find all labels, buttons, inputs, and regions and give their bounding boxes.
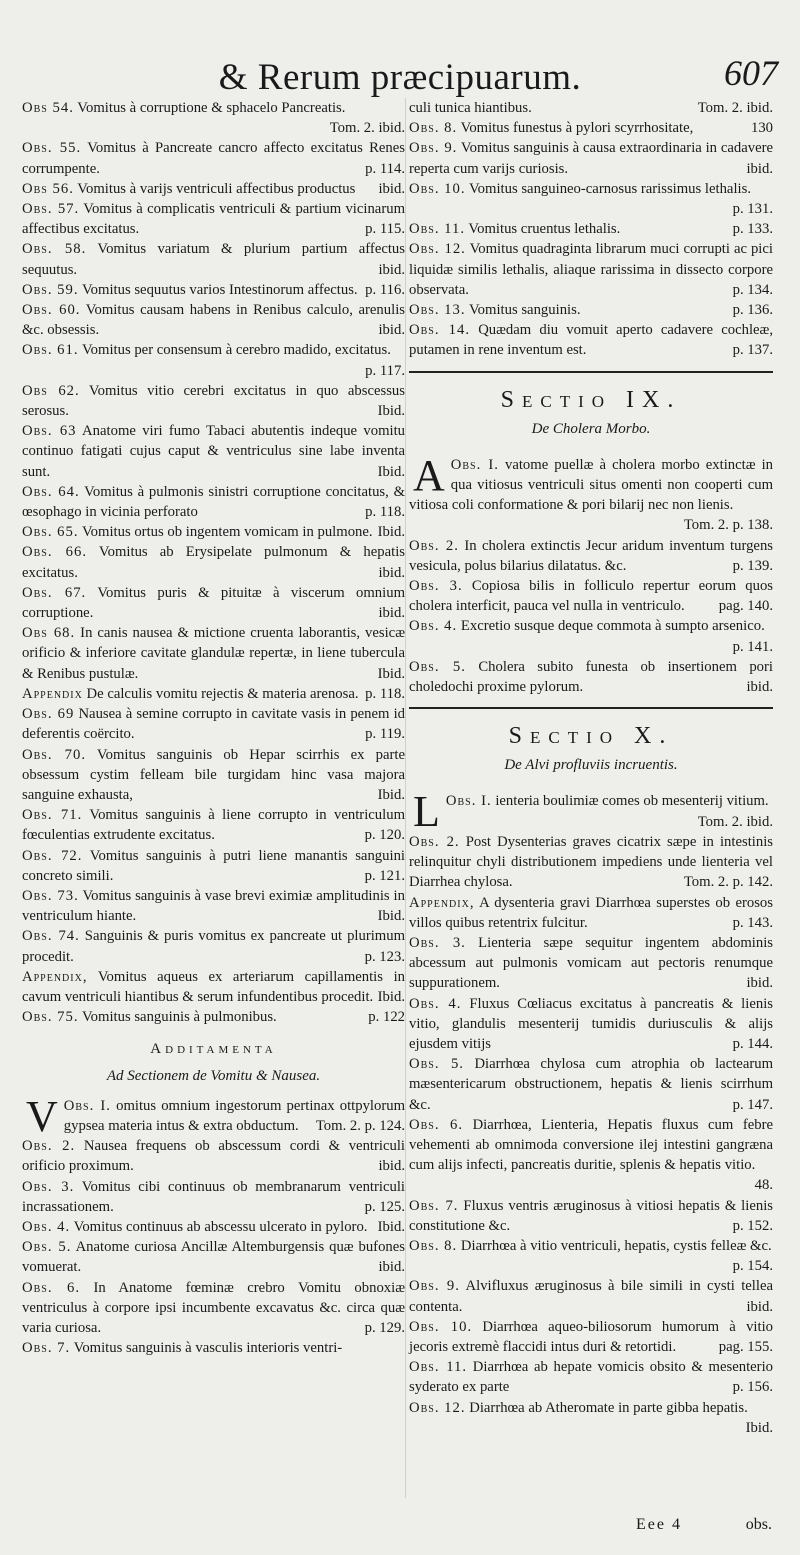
entry-label: Obs. 12.	[409, 241, 466, 258]
index-entry	[409, 994, 773, 1055]
drop-cap: L	[413, 787, 440, 837]
entry-reference: Tom. 2. p. 138.	[683, 517, 773, 534]
entry-text: Vomitus sanguinis à pulmonibus.	[81, 1009, 277, 1026]
entry-text: Vomitus cibi continuus ob membranarum ventriculi incrassationem.	[22, 1178, 405, 1215]
entry-reference: Ibid.	[377, 1218, 405, 1235]
entry-text: Vomitus sanguinis à causa extraordinaria in cadavere reperta cum varijs curiosis.	[409, 140, 773, 177]
entry-label: Obs. 66.	[22, 544, 88, 561]
index-entry	[409, 1236, 773, 1276]
entry-text: Vomitus variatum & plurium partium affectus sequutus.	[22, 241, 405, 278]
index-entry	[409, 219, 773, 239]
entry-text: Vomitus quadraginta librarum muci corrupti ac pici liquidæ similis lethalis, aliaque rarissima in dissecto corpore observata.	[409, 241, 773, 298]
entry-label: Obs. 67.	[22, 584, 87, 601]
index-entry	[409, 536, 773, 576]
index-entry	[22, 1177, 405, 1217]
entry-text: ienteria boulimiæ comes ob mesenterij vitium.	[495, 793, 769, 810]
entry-reference: p. 156.	[732, 1379, 773, 1396]
entry-reference: Ibid.	[745, 1419, 773, 1436]
entry-text: Vomitus sanguineo-carnosus rarissimus lethalis.	[468, 180, 751, 197]
entry-label: Obs. 7.	[22, 1340, 71, 1357]
entry-text: Quædam diu vomuit aperto cadavere cochleæ, putamen in rene inventum est.	[409, 322, 774, 359]
entry-label: Obs. 75.	[22, 1009, 79, 1026]
catchword: obs.	[745, 1516, 772, 1533]
entry-reference: ibid.	[378, 261, 405, 278]
entry-reference: p. 125.	[364, 1198, 405, 1215]
entry-label: Obs. 12.	[409, 1399, 466, 1416]
entry-label: Obs. 7.	[409, 1197, 459, 1214]
entry-text: Anatome curiosa Ancillæ Altemburgensis quæ bufones vomuerat.	[22, 1239, 405, 1276]
entry-reference: p. 133.	[732, 221, 773, 238]
entry-label: Obs. 3.	[409, 578, 463, 595]
entry-label: Obs. 64.	[22, 483, 80, 500]
entry-label: Obs. 74.	[22, 928, 80, 945]
section-ix-subheading: De Cholera Morbo.	[531, 420, 651, 437]
entry-text: Vomitus sanguinis ob Hepar scirrhis ex parte obsessum cystim felleam bile turgidam hinc vasa majora sanguine exhausta,	[22, 746, 405, 803]
entry-reference: Ibid.	[377, 463, 405, 480]
entry-text: A dysenteria gravi Diarrhœa superstes ob erosos villos quibus retentrix fulcitur.	[409, 894, 773, 931]
entry-label: Obs. 14.	[409, 322, 471, 339]
entry-text: Vomitus aqueus ex arteriarum capillamentis in cavum ventriculi hiantibus & serum infundentibus procedit.	[22, 968, 405, 1005]
entry-text: Vomitus à complicatis ventriculi & partium vicinarum affectibus excitatus.	[22, 201, 405, 238]
entry-label: Obs 56.	[22, 180, 74, 197]
entry-label: Obs. 4.	[409, 995, 462, 1012]
entry-text: omitus omnium ingestorum pertinax ottpylorum gypsea materia intus & extra obductum.	[63, 1097, 406, 1134]
entry-label: Appendix	[22, 685, 83, 702]
entry-reference: Ibid.	[377, 908, 405, 925]
entry-reference: p. 136.	[732, 302, 773, 319]
index-entry	[409, 300, 773, 320]
entry-reference: p. 122	[368, 1009, 405, 1026]
index-entry	[22, 704, 405, 744]
entry-text: In cholera extinctis Jecur aridum inventum turgens vesicula, polus bilarius dilatatus. &c.	[409, 537, 774, 574]
index-entry	[22, 98, 405, 138]
entry-label: Obs. 58.	[22, 241, 87, 258]
entry-label: Obs. 13.	[409, 302, 466, 319]
additamenta-heading: Additamenta	[150, 1041, 277, 1058]
entry-reference: pag. 155.	[718, 1338, 773, 1355]
index-entry	[22, 805, 405, 845]
entry-text: Vomitus per consensum à cerebro madido, excitatus.	[81, 342, 391, 359]
entry-label: Obs. I.	[450, 456, 499, 473]
index-entry	[22, 280, 405, 300]
entry-text: Vomitus sanguinis à vase brevi eximiæ amplitudinis in ventriculum hiante.	[22, 887, 405, 925]
entry-label: Obs. 2.	[409, 537, 459, 554]
entry-label: Obs. 9.	[409, 140, 458, 157]
entry-label: Obs 54.	[22, 100, 74, 116]
entry-reference: p. 129.	[364, 1319, 405, 1336]
entry-text: Nausea à semine corrupto in cavitate vasis in penem id deferentis coërcito.	[22, 706, 406, 743]
entry-text: Vomitus causam habens in Renibus calculo, arenulis &c. obsessis.	[22, 302, 405, 339]
section-x-entry-list	[409, 787, 774, 1438]
entry-label: Obs. 70.	[22, 746, 87, 763]
entry-text: Sanguinis & puris vomitus ex pancreate ut plurimum procedit.	[22, 928, 405, 965]
entry-label: Obs. 4.	[22, 1218, 71, 1235]
entry-reference: p. 144.	[732, 1035, 773, 1052]
entry-text: Vomitus à pulmonis sinistri corruptione concitatus, & œsophago in vicinia perforato	[22, 483, 405, 521]
entry-label: Obs. 10.	[409, 180, 466, 197]
index-entry	[409, 1276, 773, 1316]
signature-mark: Eee 4	[636, 1516, 682, 1533]
entry-label: Obs. 9.	[409, 1278, 460, 1295]
entry-text: vatome puellæ à cholera morbo extinctæ in qua vitiosus ventriculi situs omenti non cooperti cum vitiosa coli conformatione & pori bilarij nec non lienis.	[409, 456, 774, 514]
entry-text: Fluxus Cœliacus excitatus à pancreatis & lienis vitio, glandulis mesenterij tumidis duriusculis & alijs ejusdem vitijs	[409, 995, 774, 1052]
index-entry	[409, 239, 773, 300]
entry-label: Obs. 8.	[409, 1237, 458, 1254]
index-entry	[409, 1196, 773, 1236]
index-entry	[409, 138, 773, 178]
entry-text: Copiosa bilis in folliculo repertur eorum quos cholera interficit, pauca vel nulla in ventriculo.	[409, 578, 774, 615]
index-entry	[22, 300, 405, 340]
entry-label: Obs. 57.	[22, 201, 80, 218]
additamenta-subheading: Ad Sectionem de Vomitu & Nausea.	[106, 1067, 321, 1084]
entry-reference: ibid.	[378, 1259, 405, 1276]
index-entry	[22, 239, 405, 279]
index-entry	[22, 967, 405, 1007]
page-number: 607	[724, 53, 778, 93]
entry-reference: Ibid.	[377, 524, 405, 541]
vomitus-continued-list	[409, 98, 773, 361]
index-entry	[409, 1317, 773, 1357]
entry-text: Vomitus ab Erysipelate pulmonum & hepatis excitatus.	[22, 544, 405, 581]
entry-label: Obs. 2.	[22, 1138, 76, 1155]
entry-label: Obs. 72.	[22, 847, 83, 864]
page-footer	[0, 1516, 800, 1546]
entry-label: Obs. 10.	[409, 1318, 473, 1335]
entry-label: Obs. 65.	[22, 524, 79, 541]
entry-text: Vomitus sanguinis.	[468, 302, 581, 319]
entry-reference: 48.	[754, 1177, 773, 1194]
entry-reference: ibid.	[378, 1158, 405, 1175]
entry-label: Obs. 2.	[409, 833, 460, 850]
entry-label: Obs. 69	[22, 706, 75, 723]
entry-text: Vomitus sanguinis à putri liene manantis sanguini concreto simili.	[22, 847, 405, 884]
index-entry	[409, 832, 773, 893]
entry-text: Vomitus à Pancreate cancro affecto excitatus Renes corrumpente.	[22, 140, 405, 177]
index-entry	[22, 1217, 405, 1237]
entry-label: Obs. 5.	[409, 658, 466, 675]
entry-text: Diarrhœa ab Atheromate in parte gibba hepatis.	[469, 1399, 748, 1416]
entry-label: Obs. 3.	[409, 934, 466, 951]
index-entry	[22, 179, 405, 199]
entry-text: Diarrhœa chylosa cum atrophia ob lactearum mæsentericarum obstructionem, hepatis & lienis scirrhum &c.	[409, 1056, 773, 1113]
entry-label: Obs. 8.	[409, 120, 458, 137]
index-entry	[409, 179, 773, 219]
index-entry	[22, 846, 405, 886]
page-header	[0, 50, 800, 100]
entry-text: Vomitus vitio cerebri excitatus in quo abscessus serosus.	[22, 382, 405, 420]
column-divider	[405, 98, 406, 1498]
index-entry	[22, 199, 405, 239]
entry-label: Obs. 73.	[22, 887, 79, 904]
index-entry	[409, 320, 773, 360]
entry-reference: ibid.	[378, 605, 405, 622]
entry-reference: Tom. 2. p. 124.	[315, 1117, 405, 1134]
entry-text: Nausea frequens ob abscessum cordi & ventriculi orificio proximum.	[22, 1138, 406, 1175]
entry-text: Lienteria sæpe sequitur ingentem abdominis abcessum aut pulmonis vomicam aut pectoris renumque suppurationem.	[409, 934, 773, 992]
index-entry	[22, 421, 405, 482]
section-rule	[409, 707, 773, 709]
entry-text: Vomitus puris & pituitæ à viscerum omnium corruptione.	[22, 584, 405, 622]
section-x-heading: Sectio X.	[508, 723, 674, 750]
entry-label: Obs. 71.	[22, 807, 83, 824]
drop-cap: V	[26, 1091, 58, 1141]
section-rule	[409, 371, 773, 373]
entry-reference: ibid.	[746, 679, 773, 696]
entry-label: Obs. 11.	[409, 1359, 468, 1376]
entry-reference: p. 147.	[732, 1096, 773, 1113]
entry-text: Diarrhœa à vitio ventriculi, hepatis, cystis felleæ &c.	[460, 1237, 772, 1254]
entry-label: Obs. 4.	[409, 618, 458, 635]
entry-reference: p. 118.	[365, 504, 405, 521]
entry-text: Vomitus sequutus varios Intestinorum affectus.	[81, 281, 358, 298]
entry-text: Fluxus ventris æruginosus à vitiosi hepatis & lienis constitutione &c.	[409, 1197, 774, 1234]
entry-reference: Tom. 2. ibid.	[329, 120, 405, 137]
index-entry	[409, 616, 773, 656]
entry-text: Vomitus sanguinis à vasculis interioris ventri-	[73, 1340, 343, 1357]
index-entry	[22, 1237, 405, 1277]
entry-reference: Tom. 2. p. 142.	[683, 874, 773, 891]
entry-reference: p. 114.	[365, 160, 405, 177]
index-entry	[22, 1338, 405, 1358]
index-entry	[22, 583, 405, 623]
index-entry	[409, 1398, 773, 1438]
entry-label: Obs. I.	[445, 793, 492, 810]
index-entry	[409, 657, 773, 697]
entry-text: Excretio susque deque commota à sumpto arsenico.	[460, 618, 765, 635]
entry-label: Obs. I.	[63, 1097, 111, 1114]
entry-reference: p. 143.	[732, 914, 773, 931]
index-entry	[22, 138, 405, 178]
entry-reference: p. 141.	[732, 638, 773, 655]
entry-reference: p. 123.	[364, 948, 405, 965]
index-entry	[22, 1278, 405, 1339]
entry-text: Vomitus à corruptione & sphacelo Pancreatis.	[77, 100, 346, 116]
entry-label: Appendix,	[409, 894, 475, 911]
entry-reference: p. 137.	[732, 342, 773, 359]
entry-reference: ibid.	[378, 564, 405, 581]
entry-text: Vomitus ortus ob ingentem vomicam in pulmone.	[81, 524, 373, 541]
index-entry	[409, 1054, 773, 1115]
entry-text: Diarrhœa ab hepate vomicis obsito & mesenterio syderato ex parte	[409, 1359, 773, 1396]
additamenta-entry-list	[22, 1091, 406, 1359]
entry-text: Alvifluxus æruginosus à bile simili in cysti tellea contenta.	[409, 1278, 773, 1315]
index-entry	[22, 522, 405, 542]
entry-text: Vomitus funestus à pylori scyrrhositate,	[460, 120, 694, 137]
entry-reference: ibid.	[746, 1298, 773, 1315]
entry-text: Vomitus sanguinis à liene corrupto in ventriculum fœculentias extrudente excitatus.	[22, 807, 405, 844]
entry-label: Obs 68.	[22, 625, 76, 642]
entry-text: culi tunica hiantibus.	[409, 100, 532, 116]
section-ix-heading: Sectio IX.	[500, 386, 682, 413]
index-entry	[22, 542, 405, 582]
entry-reference: Ibid.	[377, 403, 405, 420]
index-entry	[22, 340, 405, 380]
index-entry	[22, 482, 405, 522]
drop-cap: A	[413, 450, 445, 500]
index-entry	[409, 1357, 773, 1397]
entry-text: In canis nausea & mictione cruenta laborantis, vesicæ orificio & inferiore cavitate glandulæ repertæ, in liene tubercula & Renibus pustulæ.	[22, 625, 405, 682]
entry-reference: Tom. 2. ibid.	[697, 813, 773, 830]
section-ix-entry-list	[409, 450, 774, 697]
entry-label: Obs. 55.	[22, 140, 82, 157]
entry-label: Obs 62.	[22, 382, 80, 399]
entry-text: Vomitus cruentus lethalis.	[468, 221, 621, 238]
entry-label: Obs. 5.	[409, 1056, 464, 1073]
entry-label: Obs. 6.	[22, 1279, 80, 1296]
left-column	[22, 98, 405, 1358]
entry-label: Obs. 63	[22, 423, 77, 440]
entry-reference: p. 139.	[732, 557, 773, 574]
entry-text: Diarrhœa aqueo-biliosorum humorum à vitio jecoris extremè flaccidi intus duri & retortidi.	[409, 1318, 773, 1355]
entry-reference: ibid.	[746, 975, 773, 992]
index-entry	[409, 98, 773, 118]
entry-label: Appendix,	[22, 968, 88, 985]
entry-reference: ibid.	[378, 180, 405, 197]
entry-text: Vomitus continuus ab abscessu ulcerato in pyloro.	[73, 1218, 368, 1235]
entry-reference: p. 118.	[365, 685, 405, 702]
entry-label: Obs. 5.	[22, 1239, 72, 1256]
index-entry	[22, 684, 405, 704]
entry-text: Anatome viri fumo Tabaci abutentis indeque vomitu continuo fatigati cujus caput & ventriculus sine labe inventa sunt.	[22, 423, 405, 480]
entry-reference: Ibid.	[377, 786, 405, 803]
entry-label: Obs. 6.	[409, 1116, 464, 1133]
entry-reference: p. 116.	[365, 281, 405, 298]
entry-reference: p. 152.	[732, 1217, 773, 1234]
running-title: & Rerum præcipuarum.	[218, 57, 582, 98]
index-entry	[409, 576, 773, 616]
entry-text: In Anatome fœminæ crebro Vomitu obnoxiæ ventriculus à corpore ipsi incumbente excavatus &c. circa quæ varia curiosa.	[22, 1279, 406, 1336]
entry-text: De calculis vomitu rejectis & materia arenosa.	[86, 685, 359, 702]
index-entry	[22, 1007, 405, 1027]
index-entry	[409, 118, 773, 138]
entry-reference: Ibid.	[377, 988, 405, 1005]
index-entry	[22, 1091, 406, 1141]
entry-reference: p. 115.	[365, 221, 405, 238]
entry-text: Vomitus à varijs ventriculi affectibus productus	[77, 180, 356, 197]
entry-reference: Tom. 2. ibid.	[697, 100, 773, 116]
index-entry	[409, 787, 773, 837]
index-entry	[22, 1136, 405, 1176]
index-entry	[409, 450, 774, 536]
index-entry	[409, 933, 773, 994]
index-entry	[409, 1115, 773, 1196]
index-entry	[22, 926, 405, 966]
index-entry	[22, 886, 405, 926]
index-entry	[409, 893, 773, 933]
entry-reference: 130	[750, 120, 773, 137]
entry-text: Cholera subito funesta ob insertionem pori choledochi proxime pylorum.	[409, 658, 773, 696]
entry-label: Obs. 11.	[409, 221, 465, 238]
entry-reference: p. 131.	[732, 201, 773, 218]
entry-reference: p. 119.	[365, 726, 405, 743]
index-entry	[22, 623, 405, 684]
entry-reference: p. 121.	[364, 867, 405, 884]
entry-reference: Ibid.	[377, 665, 405, 682]
entry-reference: ibid.	[746, 160, 773, 177]
entry-label: Obs. 61.	[22, 342, 79, 359]
index-entry	[22, 381, 405, 421]
entry-reference: ibid.	[378, 322, 405, 339]
entry-reference: p. 134.	[732, 281, 773, 298]
index-entry	[22, 745, 405, 806]
entry-label: Obs. 60.	[22, 302, 81, 319]
right-column	[409, 98, 773, 1438]
entry-reference: p. 117.	[365, 362, 405, 379]
entry-label: Obs. 3.	[22, 1178, 75, 1195]
entry-reference: p. 120.	[364, 827, 405, 844]
section-x-subheading: De Alvi profluviis incruentis.	[504, 757, 678, 774]
entry-reference: pag. 140.	[718, 598, 773, 615]
entry-label: Obs. 59.	[22, 281, 79, 298]
entry-text: Diarrhœa, Lienteria, Hepatis fluxus cum febre vehementi ab omnimoda conversione ilej intestini gangræna cum alijs infecti, pancreatis duritie, splenis & hepatis vitio.	[409, 1116, 774, 1174]
vomitus-entry-list	[22, 98, 405, 1027]
entry-reference: p. 154.	[732, 1258, 773, 1275]
entry-text: Post Dysenterias graves cicatrix sæpe in intestinis relinquitur chyli distributionem impediens unde lienteria vel Diarrhea chylosa.	[409, 833, 773, 891]
